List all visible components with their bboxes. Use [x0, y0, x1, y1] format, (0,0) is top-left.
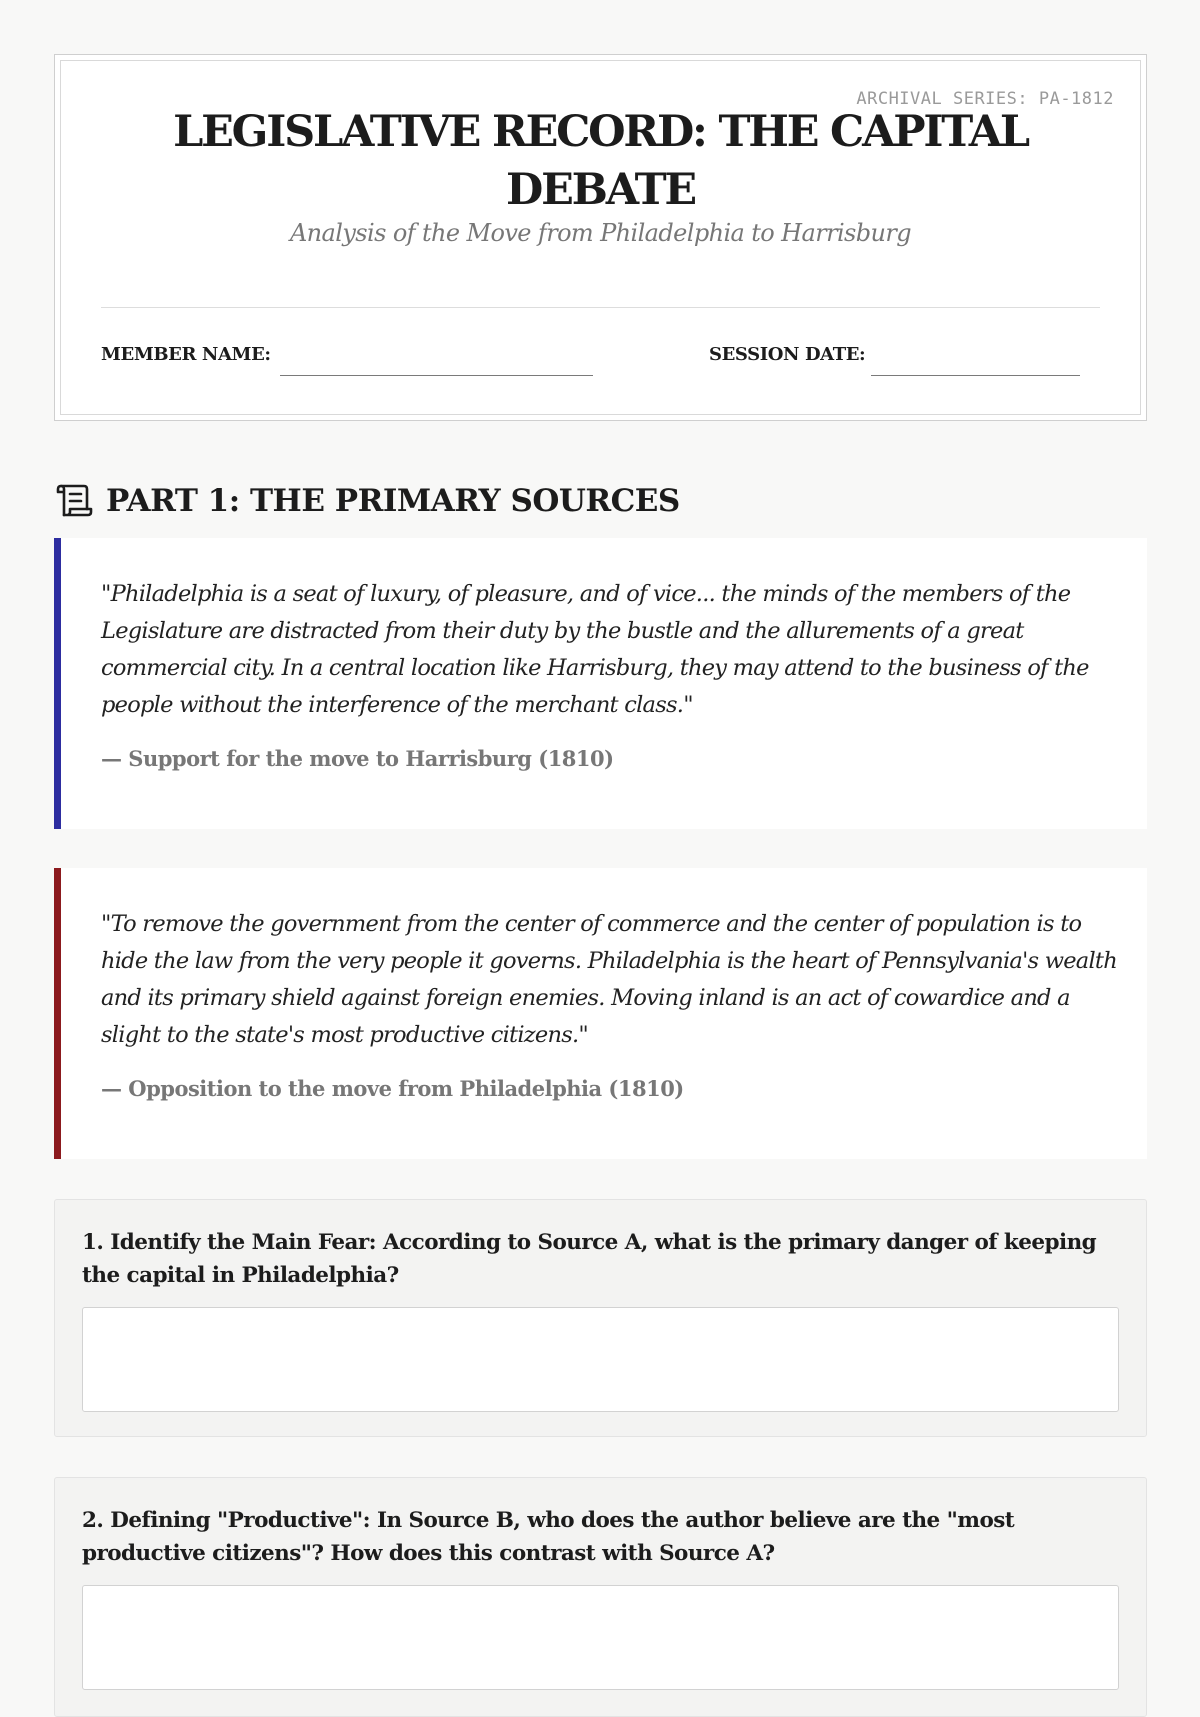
source-b-attribution: — Opposition to the move from Philadelphia (1810): [101, 1076, 684, 1101]
question-card-2: [54, 1477, 1147, 1717]
question-card-1: [54, 1199, 1147, 1437]
question-2-text: 2. Defining "Productive": In Source B, who does the author believe are the "most productive citizens"? How does this contrast with Source A?: [82, 1508, 1015, 1566]
member-name-field[interactable]: [280, 375, 593, 376]
question-1-text: 1. Identify the Main Fear: According to Source A, what is the primary danger of keeping the capital in Philadelphia?: [82, 1230, 1097, 1288]
source-b-block: [54, 868, 1147, 1159]
session-date-label: SESSION DATE:: [709, 344, 866, 365]
document-subtitle: Analysis of the Move from Philadelphia to Harrisburg: [289, 219, 912, 247]
question-2-answer-field[interactable]: [82, 1585, 1119, 1690]
session-date-field[interactable]: [871, 375, 1080, 376]
source-b-quote: "To remove the government from the center of commerce and the center of population is to hide the law from the very people it governs. Philadelphia is the heart of Pennsylvania's wealth and its primary shield against foreign enemies. Moving inland is an act of cowardice and a slight to the state's most productive citizens.": [101, 911, 1117, 1048]
member-name-label: MEMBER NAME:: [101, 344, 271, 365]
header-divider: [101, 307, 1100, 308]
source-a-attribution: — Support for the move to Harrisburg (1810): [101, 746, 614, 771]
source-a-block: [54, 538, 1147, 829]
part1-heading: [54, 478, 680, 524]
document-title: LEGISLATIVE RECORD: THE CAPITAL DEBATE: [173, 107, 1028, 215]
question-1-answer-field[interactable]: [82, 1307, 1119, 1412]
source-a-quote: "Philadelphia is a seat of luxury, of pleasure, and of vice... the minds of the members of the Legislature are distracted from their duty by the bustle and the allurements of a great commercial city. In a central location like Harrisburg, they may attend to the business of the people without the interference of the merchant class.": [101, 581, 1089, 718]
scroll-icon: [54, 481, 94, 521]
header-box: [54, 54, 1147, 421]
archival-series-label: ARCHIVAL SERIES: PA-1812: [856, 89, 1114, 109]
worksheet-page: [54, 54, 1147, 1566]
part1-title: PART 1: THE PRIMARY SOURCES: [106, 483, 680, 519]
